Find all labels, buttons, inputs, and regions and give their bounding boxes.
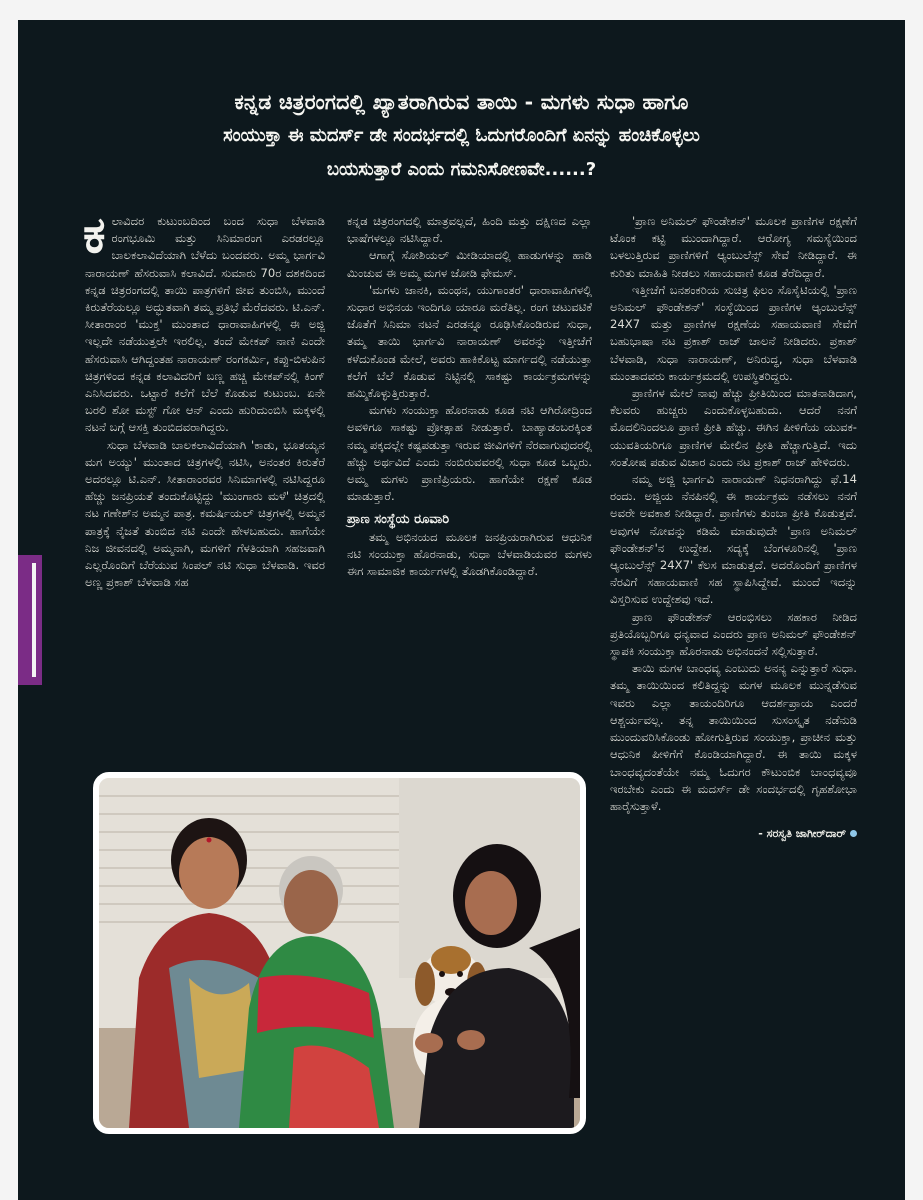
family-photo: [93, 772, 586, 1134]
end-mark-dot-icon: [850, 830, 857, 837]
paragraph: [83, 205, 325, 437]
article-headline: [58, 85, 865, 187]
section-subheading: ಪ್ರಾಣ ಸಂಸ್ಥೆಯ ರೂವಾರಿ: [347, 512, 450, 528]
paragraph: ಸುಧಾ ಬೆಳವಾಡಿ ಬಾಲಕಲಾವಿದೆಯಾಗಿ 'ಕಾಡು, ಭೂತಯ್ಯನ ಮಗ ಅಯ್ಯು' ಮುಂತಾದ ಚಿತ್ರಗಳಲ್ಲಿ ನಟಿಸಿ, ಅನಂತರ ಕಿರುತೆರೆ ಅದರಲ್ಲೂ ಟಿ.ಎನ್. ಸೀತಾರಾಂರವರ ಸಿನಿಮಾಗಳಲ್ಲಿ ನಟಿಸಿದ್ದರೂ ಹೆಚ್ಚು ಜನಪ್ರಿಯತೆ ತಂದುಕೊಟ್ಟಿದ್ದು 'ಮುಂಗಾರು ಮಳೆ' ಚಿತ್ರದಲ್ಲಿ ನಟ ಗಣೇಶ್‌ನ ಅಮ್ಮನ ಪಾತ್ರ. ಕಮರ್ಷಿಯಲ್ ಚಿತ್ರಗಳಲ್ಲಿ ಅಮ್ಮನ ಪಾತ್ರಕ್ಕೆ ನೈಜತೆ ತುಂಬಿದ ನಟಿ ಎಂದೇ ಹೇಳಬಹುದು. ಹಾಗೆಯೇ ನಿಜ ಜೀವನದಲ್ಲಿ ಅಮ್ಮನಾಗಿ, ಮಗಳಿಗೆ ಗೆಳತಿಯಾಗಿ ಸಹಜವಾಗಿ ಎಲ್ಲರೊಂದಿಗೆ ಬೆರೆಯುವ ಸಿಂಪಲ್ ನಟಿ ಸುಧಾ ಬೆಳವಾಡಿ. ಇವರ ಅಣ್ಣ ಪ್ರಕಾಶ್ ಬೆಳವಾಡಿ ಸಹ: [85, 437, 325, 590]
paragraph: ಪ್ರಾಣ ಫೌಂಡೇಶನ್ ಆರಂಭಿಸಲು ಸಹಕಾರ ನೀಡಿದ ಪ್ರತಿಯೊಬ್ಬರಿಗೂ ಧನ್ಯವಾದ ಎಂದರು ಪ್ರಾಣ ಅನಿಮಲ್ ಫೌಂಡೇಶನ್ ಸ್ಥಾಪಕಿ ಸಂಯುಕ್ತಾ ಹೊರನಾಡು ಅಭಿನಂದನೆ ಸಲ್ಲಿಸುತ್ತಾರೆ.: [610, 609, 857, 659]
photo-illustration: [99, 778, 580, 1128]
article-column-2: [347, 213, 592, 580]
paragraph: ತಾಯಿ ಮಗಳ ಬಾಂಧವ್ಯ ಎಂಬುದು ಅನನ್ಯ ಎನ್ನುತ್ತಾರೆ ಸುಧಾ. ತಮ್ಮ ತಾಯಿಯಿಂದ ಕಲಿತಿದ್ದನ್ನು ಮಗಳ ಮೂಲಕ ಮುನ್ನಡೆಸುವ ಇವರು ಎಲ್ಲಾ ತಾಯಂದಿರಿಗೂ ಆದರ್ಶಪ್ರಾಯ ಎಂದರೆ ಆಶ್ಚರ್ಯವಲ್ಲ. ತನ್ನ ತಾಯಿಯಿಂದ ಸುಸಂಸ್ಕೃತ ನಡೆನುಡಿ ಮುಂದುವರಿಸಿಕೊಂಡು ಹೋಗುತ್ತಿರುವ ಸಂಯುಕ್ತಾ, ಪ್ರಾಚೀನ ಮತ್ತು ಆಧುನಿಕ ಪೀಳಿಗೆಗೆ ಕೊಂಡಿಯಾಗಿದ್ದಾರೆ. ಈ ತಾಯಿ ಮಕ್ಕಳ ಬಾಂಧವ್ಯದಂತೆಯೇ ನಮ್ಮ ಓದುಗರ ಕೌಟುಂಬಿಕ ಬಾಂಧವ್ಯವೂ ಇರಬೇಕು ಎಂದು ಈ ಮದರ್ಸ್ ಡೇ ಸಂದರ್ಭದಲ್ಲಿ ಗೃಹಶೋಭಾ ಹಾರೈಸುತ್ತಾಳೆ.: [610, 661, 857, 813]
drop-cap: ಕ: [83, 205, 106, 264]
headline-line-2: ಸಂಯುಕ್ತಾ ಈ ಮದರ್ಸ್ ಡೇ ಸಂದರ್ಭದಲ್ಲಿ ಓದುಗರೊಂದಿಗೆ ಏನನ್ನು ಹಂಚಿಕೊಳ್ಳಲು: [223, 125, 700, 146]
paragraph: ನಮ್ಮ ಅಜ್ಜಿ ಭಾರ್ಗವಿ ನಾರಾಯಣ್ ನಿಧನರಾಗಿದ್ದು ಫೆ.14 ರಂದು. ಅಜ್ಜಿಯ ನೆನಪಿನಲ್ಲಿ ಈ ಕಾರ್ಯಕ್ರಮ ನಡೆಸಲು ನನಗೆ ಅವರೇ ಅವಕಾಶ ನೀಡಿದ್ದಾರೆ. ಪ್ರಾಣಿಗಳು ತುಂಬಾ ಪ್ರೀತಿ ಕೊಡುತ್ತವೆ. ಅವುಗಳ ನೋವನ್ನು ಕಡಿಮೆ ಮಾಡುವುದೇ 'ಪ್ರಾಣ ಅನಿಮಲ್ ಫೌಂಡೇಶನ್'ನ ಉದ್ದೇಶ. ಸದ್ಯಕ್ಕೆ ಬೆಂಗಳೂರಿನಲ್ಲಿ 'ಪ್ರಾಣ ಆ್ಯಂಬುಲೆನ್ಸ್ 24X7' ಕೆಲಸ ಮಾಡುತ್ತದೆ. ಅದರೊಂದಿಗೆ ಪ್ರಾಣಿಗಳ ನೆರವಿಗೆ ಸಹಾಯವಾಣಿ ಸಹ ಸ್ಥಾಪಿಸಿದ್ದೇವೆ. ಮುಂದೆ ಇದನ್ನು ವಿಸ್ತರಿಸುವ ಉದ್ದೇಶವು ಇದೆ.: [610, 472, 857, 607]
paragraph: ತಮ್ಮ ಅಭಿನಯದ ಮೂಲಕ ಜನಪ್ರಿಯರಾಗಿರುವ ಆಧುನಿಕ ನಟಿ ಸಂಯುಕ್ತಾ ಹೊರನಾಡು, ಸುಧಾ ಬೆಳವಾಡಿಯವರ ಮಗಳು ಈಗ ಸಾಮಾಜಿಕ ಕಾರ್ಯಗಳಲ್ಲಿ ತೊಡಗಿಕೊಂಡಿದ್ದಾರೆ.: [347, 529, 592, 579]
author-byline: [610, 825, 857, 842]
headline-line-3: ಬಯಸುತ್ತಾರೆ ಎಂದು ಗಮನಿಸೋಣವೇ......?: [326, 159, 597, 180]
paragraph: 'ಮಗಳು ಜಾನಕಿ, ಮಂಥನ, ಯುಗಾಂತರ' ಧಾರಾವಾಹಿಗಳಲ್ಲಿ ಸುಧಾರ ಅಭಿನಯ ಇಂದಿಗೂ ಯಾರೂ ಮರೆತಿಲ್ಲ. ರಂಗ ಚಟುವಟಿಕೆ ಜೊತೆಗೆ ಸಿನಿಮಾ ನಟನೆ ಎರಡನ್ನೂ ರೂಢಿಸಿಕೊಂಡಿರುವ ಸುಧಾ, ತಮ್ಮ ತಾಯಿ ಭಾರ್ಗವಿ ನಾರಾಯಣ್ ಅವರನ್ನು ಇತ್ತೀಚೆಗೆ ಕಳೆದುಕೊಂಡ ಮೇಲೆ, ಅವರು ಹಾಕಿಕೊಟ್ಟ ಮಾರ್ಗದಲ್ಲಿ ನಡೆಯುತ್ತಾ ಕಲೆಗೆ ಬೆಲೆ ಕೊಡುವ ನಿಟ್ಟಿನಲ್ಲಿ ಸಾಕಷ್ಟು ಕಾರ್ಯಕ್ರಮಗಳನ್ನು ಹಮ್ಮಿಕೊಳ್ಳುತ್ತಿರುತ್ತಾರೆ.: [347, 282, 592, 401]
paragraph: ಮಗಳು ಸಂಯುಕ್ತಾ ಹೊರನಾಡು ಕೂಡ ನಟಿ ಆಗಿರೋದ್ರಿಂದ ಅವಳಿಗೂ ಸಾಕಷ್ಟು ಪ್ರೋತ್ಸಾಹ ನೀಡುತ್ತಾರೆ. ಬಾಹ್ಯಾಡಂಬರಕ್ಕಿಂತ ನಮ್ಮ ಪಕ್ಕದಲ್ಲೇ ಕಷ್ಟಪಡುತ್ತಾ ಇರುವ ಜೀವಿಗಳಿಗೆ ನೆರವಾಗುವುದರಲ್ಲಿ ಹೆಚ್ಚು ಅರ್ಥವಿದೆ ಎಂದು ನಂಬಿರುವವರಲ್ಲಿ ಸುಧಾ ಕೂಡ ಒಬ್ಬರು. ಅಮ್ಮ ಮಗಳು ಪ್ರಾಣಿಪ್ರಿಯರು. ಹಾಗೆಯೇ ರಕ್ಷಣೆ ಕೂಡ ಮಾಡುತ್ತಾರೆ.: [347, 403, 592, 504]
paragraph: ಪ್ರಾಣಿಗಳ ಮೇಲೆ ನಾವು ಹೆಚ್ಚು ಪ್ರೀತಿಯಿಂದ ಮಾತನಾಡಿದಾಗ, ಕೆಲವರು ಹುಚ್ಚರು ಎಂದುಕೊಳ್ಳಬಹುದು. ಆದರೆ ನನಗೆ ಮೊದಲಿನಿಂದಲೂ ಪ್ರಾಣಿ ಪ್ರೀತಿ ಹೆಚ್ಚು. ಈಗಿನ ಪೀಳಿಗೆಯ ಯುವಕ-ಯುವತಿಯರಿಗೂ ಪ್ರಾಣಿಗಳ ಮೇಲಿನ ಪ್ರೀತಿ ಹೆಚ್ಚಾಗುತ್ತಿದೆ. ಇದು ಸಂತೋಷ ಪಡುವ ವಿಚಾರ ಎಂದು ನಟ ಪ್ರಕಾಶ್ ರಾಜ್ ಹೇಳಿದರು.: [610, 386, 857, 469]
headline-line-1: ಕನ್ನಡ ಚಿತ್ರರಂಗದಲ್ಲಿ ಖ್ಯಾತರಾಗಿರುವ ತಾಯಿ - ಮಗಳು ಸುಧಾ ಹಾಗೂ: [234, 90, 689, 114]
paragraph: ಕನ್ನಡ ಚಿತ್ರರಂಗದಲ್ಲಿ ಮಾತ್ರವಲ್ಲದೆ, ಹಿಂದಿ ಮತ್ತು ದಕ್ಷಿಣದ ಎಲ್ಲಾ ಭಾಷೆಗಳಲ್ಲೂ ನಟಿಸಿದ್ದಾರೆ.: [347, 214, 592, 246]
page-edge-tab: [18, 555, 42, 685]
paragraph: ಆಗಾಗ್ಗೆ ಸೋಶಿಯಲ್ ಮೀಡಿಯಾದಲ್ಲಿ ಹಾಡುಗಳನ್ನು ಹಾಡಿ ಮಿಂಚುವ ಈ ಅಮ್ಮ ಮಗಳ ಜೋಡಿ ಫೇಮಸ್.: [347, 248, 592, 280]
paragraph: ಇತ್ತೀಚೆಗೆ ಬನಶಂಕರಿಯ ಸುಚಿತ್ರ ಫಿಲಂ ಸೊಸೈಟಿಯಲ್ಲಿ 'ಪ್ರಾಣ ಅನಿಮಲ್ ಫೌಂಡೇಶನ್' ಸಂಸ್ಥೆಯಿಂದ ಪ್ರಾಣಿಗಳ ಆ್ಯಂಬುಲೆನ್ಸ್ 24X7 ಮತ್ತು ಪ್ರಾಣಿಗಳ ರಕ್ಷಣೆಯ ಸಹಾಯವಾಣಿ ಸೇವೆಗೆ ಬಹುಭಾಷಾ ನಟ ಪ್ರಕಾಶ್ ರಾಜ್ ಚಾಲನೆ ನೀಡಿದರು. ಪ್ರಕಾಶ್ ಬೆಳವಾಡಿ, ಸುಧಾ ನಾರಾಯಣ್, ಅನಿರುದ್ಧ, ಸುಧಾ ಬೆಳವಾಡಿ ಮುಂತಾದವರು ಕಾರ್ಯಕ್ರಮದಲ್ಲಿ ಉಪಸ್ಥಿತರಿದ್ದರು.: [610, 282, 857, 383]
paragraph: 'ಪ್ರಾಣ ಅನಿಮಲ್ ಫೌಂಡೇಶನ್' ಮೂಲಕ ಪ್ರಾಣಿಗಳ ರಕ್ಷಣೆಗೆ ಟೊಂಕ ಕಟ್ಟಿ ಮುಂದಾಗಿದ್ದಾರೆ. ಆರೋಗ್ಯ ಸಮಸ್ಯೆಯಿಂದ ಬಳಲುತ್ತಿರುವ ಪ್ರಾಣಿಗಳಿಗೆ ಆ್ಯಂಬುಲೆನ್ಸ್ ಸೇವೆ ನೀಡಿದ್ದಾರೆ. ಈ ಕುರಿತು ಮಾಹಿತಿ ನೀಡಲು ಸಹಾಯವಾಣಿ ಕೂಡ ತೆರೆದಿದ್ದಾರೆ.: [610, 214, 857, 280]
article-column-3: [610, 213, 857, 842]
article-column-1: [83, 205, 325, 591]
magazine-page: [18, 20, 905, 1200]
author-name: - ಸರಸ್ವತಿ ಜಾಗೀರ್‌ದಾರ್: [758, 827, 846, 841]
paragraph-text: ಲಾವಿದರ ಕುಟುಂಬದಿಂದ ಬಂದ ಸುಧಾ ಬೆಳವಾಡಿ ರಂಗಭೂಮಿ ಮತ್ತು ಸಿನಿಮಾರಂಗ ಎರಡರಲ್ಲೂ ಬಾಲಕಲಾವಿದೆಯಾಗಿ ಬೆಳೆದು ಬಂದವರು. ಅಮ್ಮ ಭಾರ್ಗವಿ ನಾರಾಯಣ್ ಹೆಸರುವಾಸಿ ಕಲಾವಿದೆ. ಸುಮಾರು 70ರ ದಶಕದಿಂದ ಕನ್ನಡ ಚಿತ್ರರಂಗದಲ್ಲಿ ತಾಯಿ ಪಾತ್ರಗಳಿಗೆ ಜೀವ ತುಂಬಿಸಿ, ಮುಂದೆ ಕಿರುತೆರೆಯಲ್ಲೂ ಅದ್ಭುತವಾಗಿ ತಮ್ಮ ಪ್ರತಿಭೆ ಮೆರೆದವರು. ಟಿ.ಎನ್. ಸೀತಾರಾಂರ 'ಮುಕ್ತ' ಮುಂತಾದ ಧಾರಾವಾಹಿಗಳಲ್ಲಿ ಈ ಅಜ್ಜಿ ಇಲ್ಲದೇ ನಡೆಯುತ್ತಲೇ ಇರಲಿಲ್ಲ. ತಂದೆ ಮೇಕಪ್ ನಾಣಿ ಎಂದೇ ಹೆಸರುವಾಸಿ ಆಗಿದ್ದಂತಹ ನಾರಾಯಣ್ ರಂಗಕರ್ಮಿ, ಕಪ್ಪು-ಬಿಳುಪಿನ ಚಿತ್ರಗಳಿಂದ ಕನ್ನಡ ಕಲಾವಿದರಿಗೆ ಬಣ್ಣ ಹಚ್ಚಿ ಮೇಕಪ್‌ನಲ್ಲಿ ಕಿಂಗ್ ಎನಿಸಿದವರು. ಒಟ್ಟಾರೆ ಕಲೆಗೆ ಬೆಲೆ ಕೊಡುವ ಕುಟುಂಬ. ಏನೇ ಬರಲಿ ಶೋ ಮಸ್ಟ್ ಗೋ ಆನ್ ಎಂದು ಹುರಿದುಂಬಿಸಿ ಮಕ್ಕಳಲ್ಲಿ ನಟನೆ ಬಗ್ಗೆ ಆಸಕ್ತಿ ತುಂಬಿದವರಾಗಿದ್ದರು.: [85, 214, 325, 435]
